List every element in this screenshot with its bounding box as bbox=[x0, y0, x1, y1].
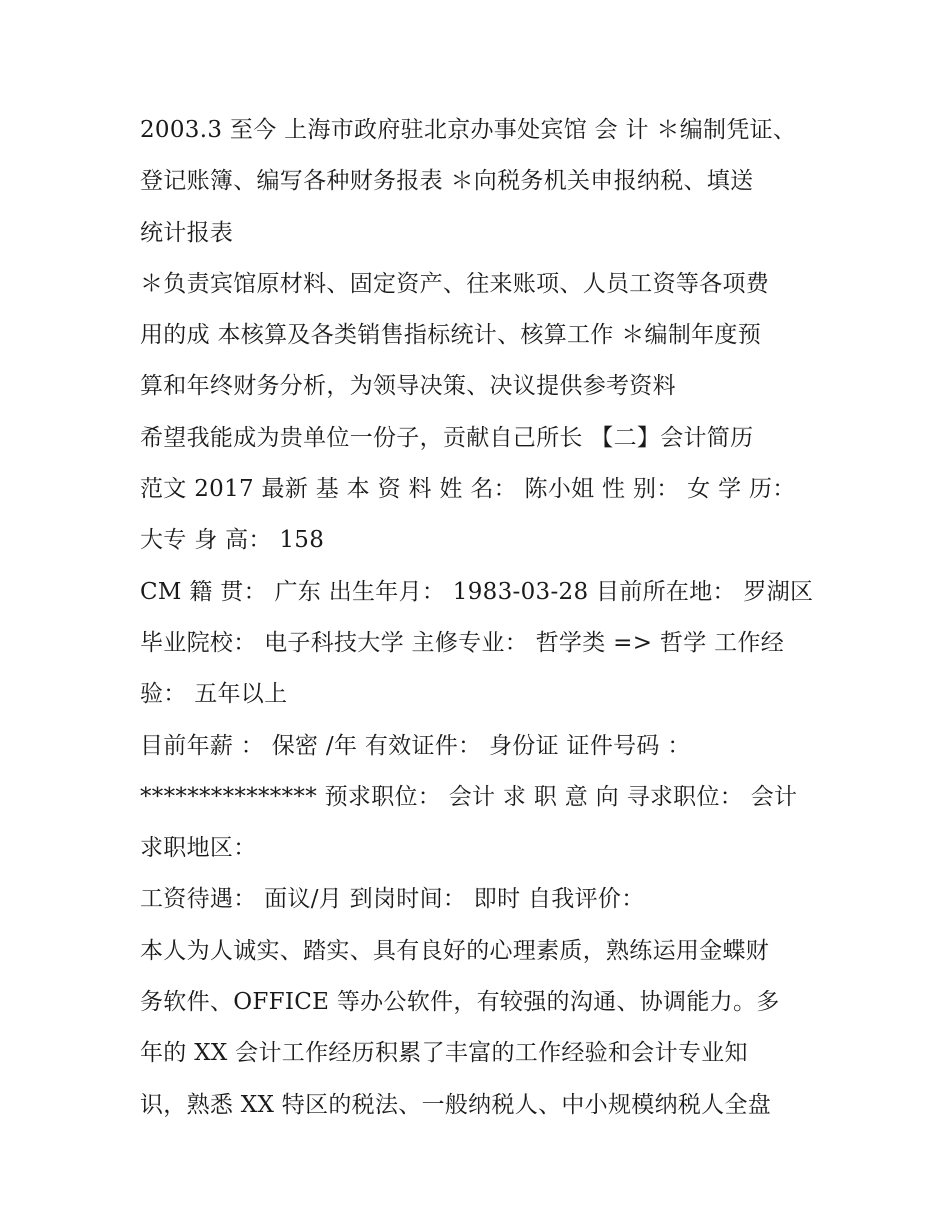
text-line: 统计报表 bbox=[140, 219, 234, 246]
text-line: 目前年薪 ： 保密 /年 有效证件： 身份证 证件号码 ： bbox=[140, 732, 691, 759]
text-line: 务软件、OFFICE 等办公软件，有较强的沟通、协调能力。多 bbox=[140, 989, 780, 1016]
text-line: 希望我能成为贵单位一份子，贡献自己所长 【二】会计简历 bbox=[140, 424, 754, 451]
text-line: 识，熟悉 XX 特区的税法、一般纳税人、中小规模纳税人全盘 bbox=[140, 1091, 772, 1118]
text-line: 算和年终财务分析，为领导决策、决议提供参考资料 bbox=[140, 373, 676, 400]
text-line: 求职地区： bbox=[140, 835, 257, 862]
text-line: 范文 2017 最新 基 本 资 料 姓 名： 陈小姐 性 别： 女 学 历： bbox=[140, 476, 796, 503]
text-line: 工资待遇： 面议/月 到岗时间： 即时 自我评价： bbox=[140, 886, 645, 913]
text-line: *************** 预求职位： 会计 求 职 意 向 寻求职位： 会计 bbox=[140, 783, 798, 810]
text-line: 登记账簿、编写各种财务报表 ＊向税务机关申报纳税、填送 bbox=[140, 168, 754, 195]
text-line: 本人为人诚实、踏实、具有良好的心理素质，熟练运用金蝶财 bbox=[140, 937, 770, 964]
text-line: 毕业院校： 电子科技大学 主修专业： 哲学类 => 哲学 工作经 bbox=[140, 629, 785, 656]
document-body bbox=[140, 105, 820, 1131]
text-line: 用的成 本核算及各类销售指标统计、核算工作 ＊编制年度预 bbox=[140, 322, 762, 349]
text-line: 验： 五年以上 bbox=[140, 681, 288, 708]
text-line: 2003.3 至今 上海市政府驻北京办事处宾馆 会 计 ＊编制凭证、 bbox=[140, 117, 797, 143]
text-line: 年的 XX 会计工作经历积累了丰富的工作经验和会计专业知 bbox=[140, 1040, 748, 1067]
text-line: ＊负责宾馆原材料、固定资产、往来账项、人员工资等各项费 bbox=[140, 270, 770, 297]
text-line: CM 籍 贯： 广东 出生年月： 1983-03-28 目前所在地： 罗湖区 bbox=[140, 578, 814, 605]
text-line: 大专 身 高： 158 bbox=[140, 527, 325, 554]
